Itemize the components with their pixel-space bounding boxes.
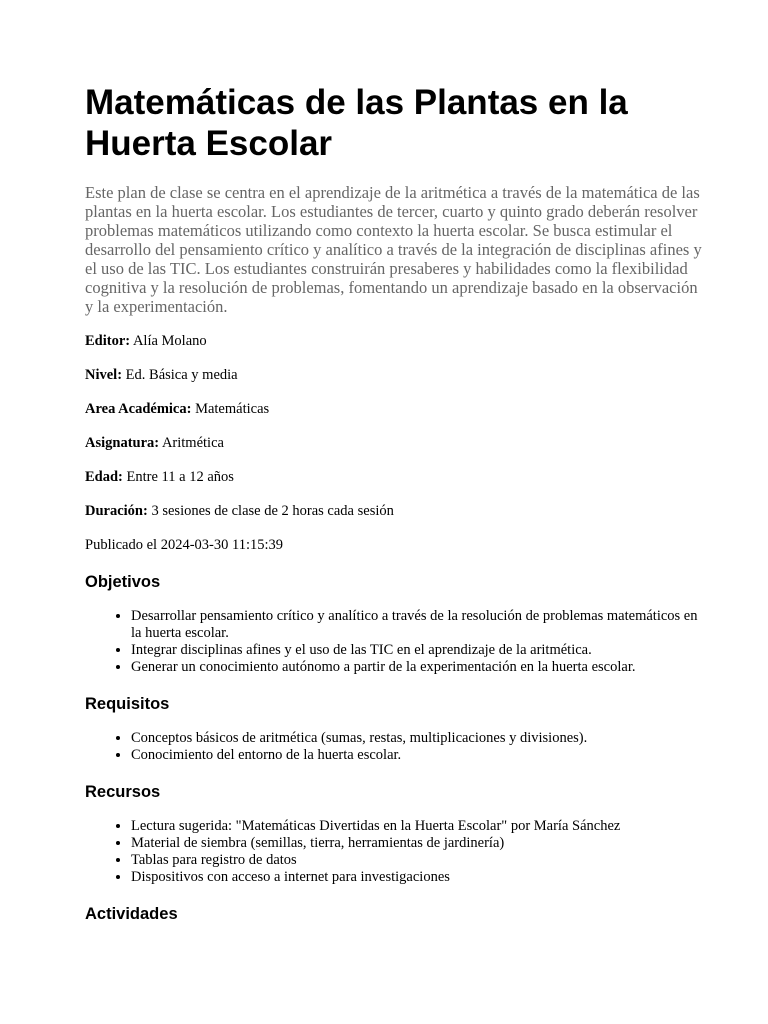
meta-value: Ed. Básica y media <box>125 367 238 383</box>
page-title: Matemáticas de las Plantas en la Huerta Escolar <box>85 83 628 163</box>
meta-editor <box>85 333 705 350</box>
meta-area <box>85 401 705 418</box>
list-item: • Conocimiento del entorno de la huerta escolar. <box>131 747 705 764</box>
meta-label: Nivel: <box>85 367 123 383</box>
meta-value: Aritmética <box>161 435 224 451</box>
meta-label: Duración: <box>85 503 148 519</box>
meta-duracion <box>85 503 705 520</box>
meta-value: Entre 11 a 12 años <box>126 469 234 485</box>
meta-edad <box>85 469 705 486</box>
section-title-objetivos: Objetivos <box>85 573 161 591</box>
list-item: • Integrar disciplinas afines y el uso de las TIC en el aprendizaje de la aritmética. <box>131 642 705 659</box>
list-item: • Material de siembra (semillas, tierra, herramientas de jardinería) <box>131 835 705 852</box>
meta-value: Matemáticas <box>195 401 270 417</box>
list-objetivos <box>85 608 705 676</box>
list-item: • Desarrollar pensamiento crítico y analítico a través de la resolución de problemas matemáticos en la huerta escolar. <box>131 608 705 642</box>
list-item: • Tablas para registro de datos <box>131 852 705 869</box>
meta-label: Area Académica: <box>85 401 192 417</box>
document-page <box>85 0 705 924</box>
list-item: • Conceptos básicos de aritmética (sumas, restas, multiplicaciones y divisiones). <box>131 730 705 747</box>
list-recursos <box>85 818 705 886</box>
section-title-recursos: Recursos <box>85 783 161 801</box>
meta-label: Edad: <box>85 469 123 485</box>
list-requisitos <box>85 730 705 764</box>
meta-value: Alía Molano <box>132 333 207 349</box>
list-item: • Generar un conocimiento autónomo a partir de la experimentación en la huerta escolar. <box>131 659 705 676</box>
section-title-requisitos: Requisitos <box>85 695 170 713</box>
list-item: • Dispositivos con acceso a internet para investigaciones <box>131 869 705 886</box>
meta-value: 3 sesiones de clase de 2 horas cada sesión <box>151 503 394 519</box>
meta-label: Editor: <box>85 333 131 349</box>
meta-label: Asignatura: <box>85 435 160 451</box>
intro-paragraph: Este plan de clase se centra en el aprendizaje de la aritmética a través de la matemática de las plantas en la huerta escolar. Los estudiantes de tercer, cuarto y quinto grado deberán resolver problemas matemáticos utilizando como contexto la huerta escolar. Se busca estimular el desarrollo del pensamiento crítico y analítico a través de la integración de disciplinas afines y el uso de las TIC. Los estudiantes construirán presaberes y habilidades como la flexibilidad cognitiva y la resolución de problemas, fomentando un aprendizaje basado en la observación y la experimentación. <box>85 183 702 316</box>
section-title-actividades: Actividades <box>85 905 178 923</box>
published-date: Publicado el 2024-03-30 11:15:39 <box>85 537 284 553</box>
meta-nivel <box>85 367 705 384</box>
meta-asignatura <box>85 435 705 452</box>
list-item: • Lectura sugerida: "Matemáticas Divertidas en la Huerta Escolar" por María Sánchez <box>131 818 705 835</box>
